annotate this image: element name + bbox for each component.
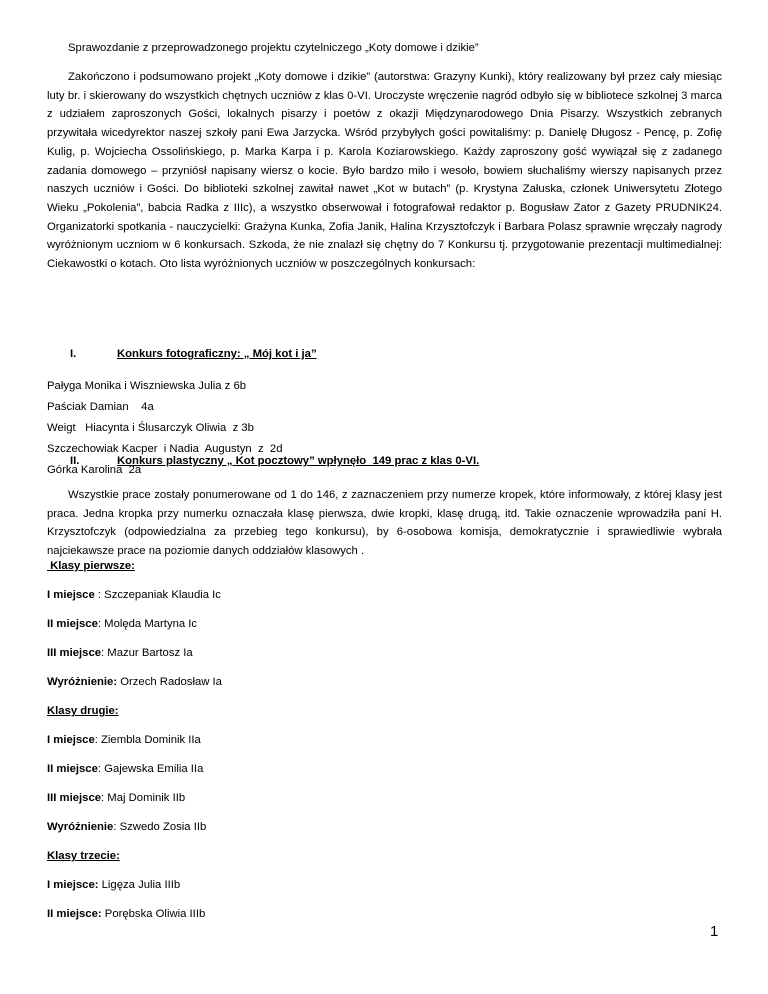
award-label: Wyróżnienie: [47,676,118,688]
award-label: I miejsce: [47,879,99,891]
award-value: Szwedo Zosia IIb [119,821,207,833]
award-label: III miejsce [47,792,102,804]
award-separator: : [101,647,108,659]
award-entry [47,821,206,833]
award-separator: : [94,734,102,746]
award-label: II miejsce [47,763,98,775]
intro-paragraph: Zakończono i podsumowano projekt „Koty domowe i dzikie” (autorstwa: Grazyny Kunki), który realizowany był przez cały miesiąc luty br. i skierowany do wszystkich chętnych uczniów z klas 0-VI. Uroczyste wręczenie nagród odbyło się w bibliotece szkolnej 3 marca z udziałem zaproszonych Gości, lokalnych pisarzy i poetów z okazji Międzynarodowego Dnia Pisarzy. Wszystkich zebranych przywitała wicedyrektor naszej szkoły pani Ewa Jarzycka. Wśród przybyłych gości powitaliśmy: p. Danielę Długosz - Pencę, p. Zofię Kulig, p. Wojciecha Ossolińskiego, p. Marka Karpa i p. Karola Koziarowskiego. Każdy zaproszony gość wywiązał się z zadanego zadania domowego – przyniósł napisany wiersz o kocie. Było bardzo miło i wesoło, bowiem słuchaliśmy wierszy napisanych przez naszych uczniów i Gości. Do biblioteki szkolnej zawitał nawet „Kot w butach” (p. Krystyna Załuska, członek Uniwersytetu Złotego Wieku „Pokolenia”, babcia Radka z IIIc), a wszystko obserwował i fotografował redaktor p. Bogusław Zator z Gazety PRUDNIK24. Organizatorki spotkania - nauczycielki: Grażyna Kunka, Zofia Janik, Halina Krzysztofczyk i Barbara Polasz sprawnie wręczały nagrody wyróżnionym uczniom w 6 konkursach. Szkoda, że nie znalazł się chętny do 7 Konkursu tj. przygotowanie prezentacji multimedialnej: Ciekawostki o kotach. Oto lista wyróżnionych uczniów w poszczególnych konkursach: [47,71,722,271]
award-entry [47,763,203,775]
award-separator: : [101,792,108,804]
award-separator: : [94,589,105,601]
page-number: 1 [710,923,719,940]
award-entry [47,908,205,920]
section-2-title: Konkurs plastyczny „ Kot pocztowy” wpłynęło 149 prac z klas 0-VI. [117,455,480,467]
award-entry [47,647,193,659]
award-value: Maj Dominik IIb [107,792,186,804]
award-entry [47,676,222,688]
award-entry [47,879,180,891]
award-entry [47,734,201,746]
award-label: II miejsce [47,618,98,630]
photo-contest-entry: Górka Karolina 2a [47,464,142,476]
section-1-number: I. [70,348,77,360]
award-label: I miejsce [47,589,95,601]
document-title: Sprawozdanie z przeprowadzonego projektu czytelniczego „Koty domowe i dzikie” [68,42,479,54]
award-entry [47,618,197,630]
award-label: II miejsce: [47,908,102,920]
photo-contest-entry: Paściak Damian 4a [47,401,154,413]
photo-contest-entry: Szczechowiak Kacper i Nadia Augustyn z 2d [47,443,283,455]
award-value: Gajewska Emilia IIa [104,763,204,775]
award-value: Ligęza Julia IIIb [101,879,181,891]
section-1-title: Konkurs fotograficzny: „ Mój kot i ja” [117,348,317,360]
class-heading: Klasy trzecie: [47,850,120,862]
award-label: III miejsce [47,647,102,659]
award-value: Orzech Radosław Ia [120,676,222,688]
award-label: I miejsce [47,734,95,746]
award-separator: : [113,821,120,833]
award-value: Mazur Bartosz Ia [107,647,193,659]
art-contest-paragraph: Wszystkie prace zostały ponumerowane od 1 do 146, z zaznaczeniem przy numerze kropek, które informowały, z której klasy jest praca. Jedna kropka przy numerku oznaczała klasę pierwsza, dwie kropki, klasę drugą, itd. Takie oznaczenie wprowadziła pani H. Krzysztofczyk (odpowiedzialna za przebieg tego konkursu), by 6-osobowa komisja, demokratycznie i sprawiedliwie wybrała najciekawsze prace na poziomie danych oddziałów klasowych . [47,489,722,558]
section-2-number: II. [70,455,80,467]
photo-contest-entry: Pałyga Monika i Wiszniewska Julia z 6b [47,380,247,392]
class-heading: Klasy drugie: [47,705,119,717]
photo-contest-entry: Weigt Hiacynta i Ślusarczyk Oliwia z 3b [47,422,254,434]
award-value: Ziembla Dominik IIa [101,734,201,746]
award-value: Szczepaniak Klaudia Ic [104,589,221,601]
award-label: Wyróżnienie [47,821,114,833]
award-separator: : [97,618,105,630]
class-heading: Klasy pierwsze: [47,560,135,572]
award-value: Porębska Oliwia IIIb [104,908,206,920]
award-separator: : [97,763,105,775]
award-entry [47,589,221,601]
award-entry [47,792,185,804]
award-value: Molęda Martyna Ic [104,618,198,630]
